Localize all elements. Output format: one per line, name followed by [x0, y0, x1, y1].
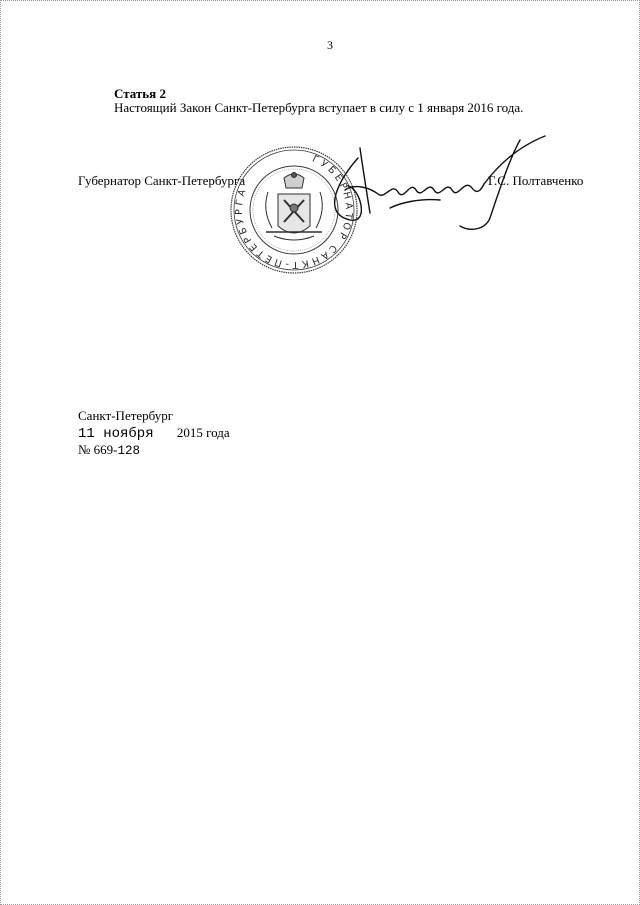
governor-name: Г.С. Полтавченко [488, 173, 584, 188]
governor-title: Губернатор Санкт-Петербурга [78, 173, 246, 188]
date-year: 2015 года [176, 425, 230, 440]
date-day: 11 ноября [78, 426, 154, 442]
handwritten-signature [300, 128, 550, 238]
law-number [78, 442, 140, 458]
signing-date [78, 425, 230, 442]
article-title: Статья 2 [114, 86, 166, 101]
law-number-value: 128 [117, 444, 140, 458]
place-of-signing: Санкт-Петербург [78, 408, 174, 423]
page-number: 3 [327, 38, 333, 52]
law-number-prefix: № 669- [78, 442, 118, 457]
seal-text: ГУБЕРНАТОР САНКТ-ПЕТЕРБУРГА [233, 153, 355, 271]
article-text: Настоящий Закон Санкт-Петербурга вступает в силу с 1 января 2016 года. [114, 100, 524, 115]
